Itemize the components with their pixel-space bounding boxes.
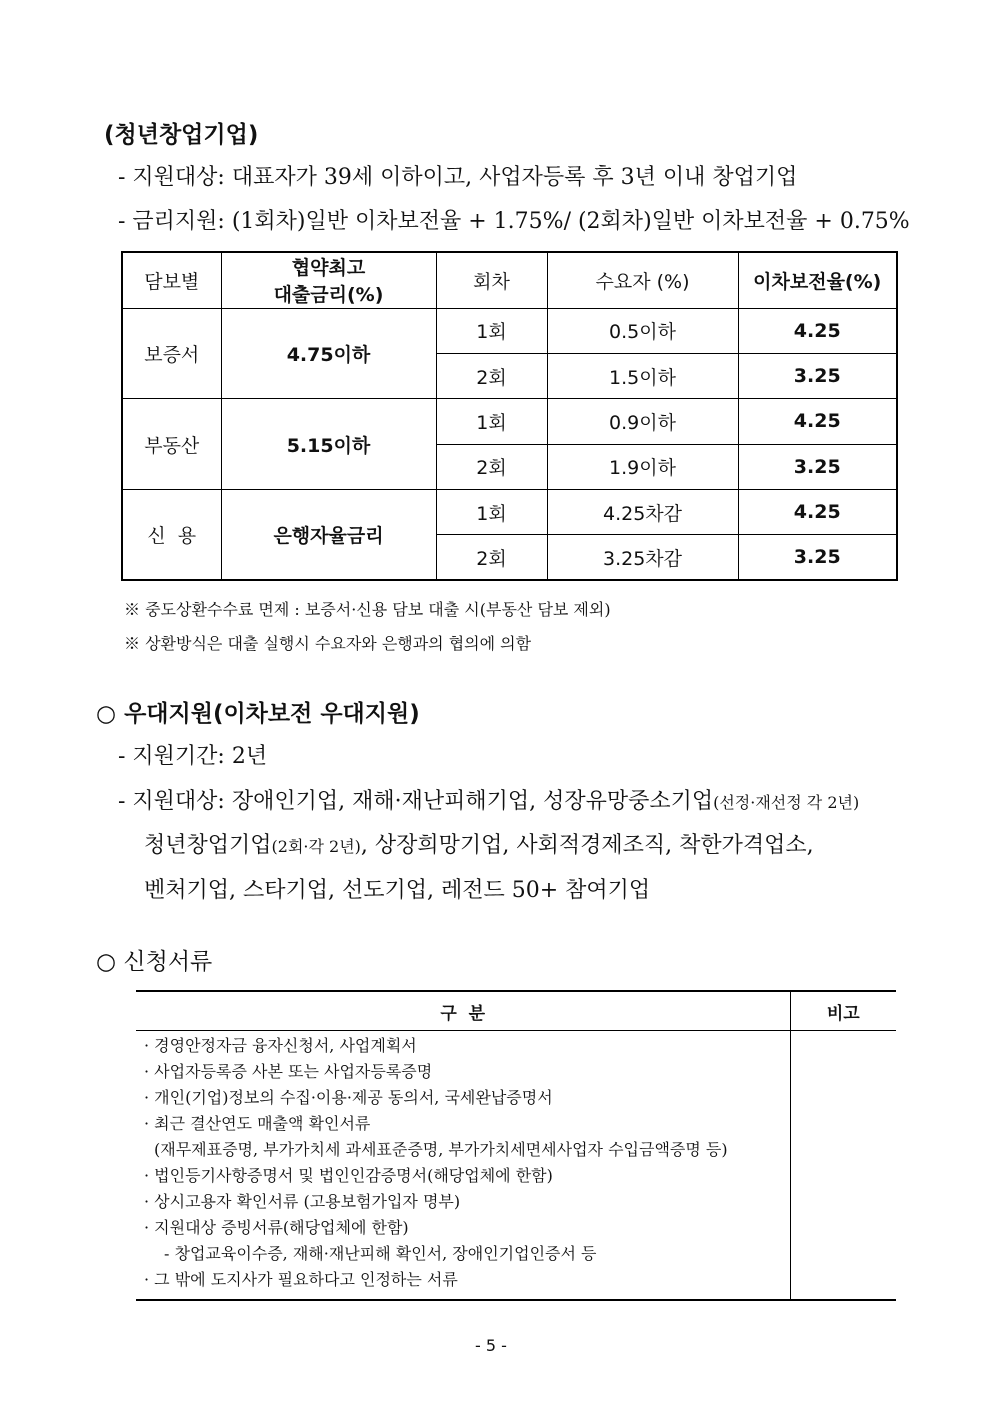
startup-target-line: - 지원대상: 대표자가 39세 이하이고, 사업자등록 후 3년 이내 창업기업: [118, 165, 798, 190]
round-cell: 1회: [436, 308, 547, 353]
borrower-cell: 1.5이하: [547, 354, 738, 399]
round-cell: 1회: [436, 489, 547, 534]
preferential-target-line1: [118, 784, 859, 815]
list-item: - 창업교육이수증, 재해·재난피해 확인서, 장애인기업인증서 등: [164, 1244, 597, 1263]
list-item: · 경영안정자금 융자신청서, 사업계획서: [144, 1036, 417, 1055]
collateral-cell: 보증서: [122, 308, 221, 399]
preferential-heading: ○ 우대지원(이차보전 우대지원): [96, 701, 420, 727]
subsidy-cell: 4.25: [738, 308, 897, 353]
list-item: · 지원대상 증빙서류(해당업체에 한함): [144, 1218, 409, 1237]
subsidy-cell: 4.25: [738, 399, 897, 444]
note-repayment: ※ 상환방식은 대출 실행시 수요자와 은행과의 협의에 의함: [124, 634, 532, 653]
subsidy-cell: 3.25: [738, 444, 897, 489]
header-max-rate-line2: 대출금리(%): [273, 284, 384, 307]
header-max-rate: [221, 252, 436, 308]
subsidy-cell: 3.25: [738, 535, 897, 580]
rate-table: [121, 251, 898, 581]
round-cell: 2회: [436, 535, 547, 580]
collateral-cell: 신 용: [122, 489, 221, 580]
header-collateral: 담보별: [122, 252, 221, 308]
borrower-cell: 3.25차감: [547, 535, 738, 580]
borrower-cell: 0.5이하: [547, 308, 738, 353]
borrower-cell: 4.25차감: [547, 489, 738, 534]
documents-table: [136, 990, 896, 1301]
header-round: 회차: [436, 252, 547, 308]
header-max-rate-line1: 협약최고: [291, 257, 366, 280]
startup-heading: (청년창업기업): [104, 122, 259, 148]
preferential-target-line3: 벤처기업, 스타기업, 선도기업, 레전드 50+ 참여기업: [144, 878, 651, 903]
note-prepayment: ※ 중도상환수수료 면제 : 보증서·신용 담보 대출 시(부동산 담보 제외): [124, 600, 611, 619]
list-item: · 개인(기업)정보의 수집·이용·제공 동의서, 국세완납증명서: [144, 1088, 553, 1107]
list-item: · 그 밖에 도지사가 필요하다고 인정하는 서류: [144, 1270, 458, 1289]
header-borrower: 수요자 (%): [547, 252, 738, 308]
subsidy-cell: 3.25: [738, 354, 897, 399]
max-rate-cell: 4.75이하: [221, 308, 436, 399]
borrower-cell: 0.9이하: [547, 399, 738, 444]
round-cell: 2회: [436, 354, 547, 399]
max-rate-cell: 5.15이하: [221, 399, 436, 490]
collateral-cell: 부동산: [122, 399, 221, 490]
preferential-target-text: - 지원대상: 장애인기업, 재해·재난피해기업, 성장유망중소기업: [118, 789, 714, 814]
preferential-period: - 지원기간: 2년: [118, 744, 268, 769]
table-row: [122, 308, 897, 353]
documents-note-cell: [790, 1031, 896, 1301]
list-item: (재무제표증명, 부가가치세 과세표준증명, 부가가치세면세사업자 수입금액증명 등): [154, 1140, 728, 1159]
max-rate-cell: 은행자율금리: [221, 489, 436, 580]
preferential-target-line2: [144, 828, 814, 859]
list-item: · 상시고용자 확인서류 (고용보험가입자 명부): [144, 1192, 461, 1211]
list-item: · 법인등기사항증명서 및 법인인감증명서(해당업체에 한함): [144, 1166, 553, 1185]
preferential-target-small: (선정·재선정 각 2년): [713, 793, 860, 812]
table-row: [122, 489, 897, 534]
documents-header-category: 구 분: [136, 991, 790, 1031]
documents-header-note: 비고: [790, 991, 896, 1031]
table-row: [122, 399, 897, 444]
subsidy-cell: 4.25: [738, 489, 897, 534]
preferential-line2-small: (2회·각 2년): [271, 837, 361, 856]
documents-list: [136, 1031, 790, 1301]
startup-rate-line: - 금리지원: (1회차)일반 이차보전율 + 1.75%/ (2회차)일반 이차보전율 + 0.75%: [118, 209, 910, 234]
preferential-line2-a: 청년창업기업: [144, 833, 272, 858]
documents-heading: ○ 신청서류: [96, 949, 213, 975]
round-cell: 1회: [436, 399, 547, 444]
preferential-line2-b: , 상장희망기업, 사회적경제조직, 착한가격업소,: [360, 833, 814, 858]
header-subsidy: 이차보전율(%): [738, 252, 897, 308]
borrower-cell: 1.9이하: [547, 444, 738, 489]
round-cell: 2회: [436, 444, 547, 489]
page-number: - 5 -: [475, 1336, 507, 1355]
list-item: · 사업자등록증 사본 또는 사업자등록증명: [144, 1062, 433, 1081]
list-item: · 최근 결산연도 매출액 확인서류: [144, 1114, 371, 1133]
